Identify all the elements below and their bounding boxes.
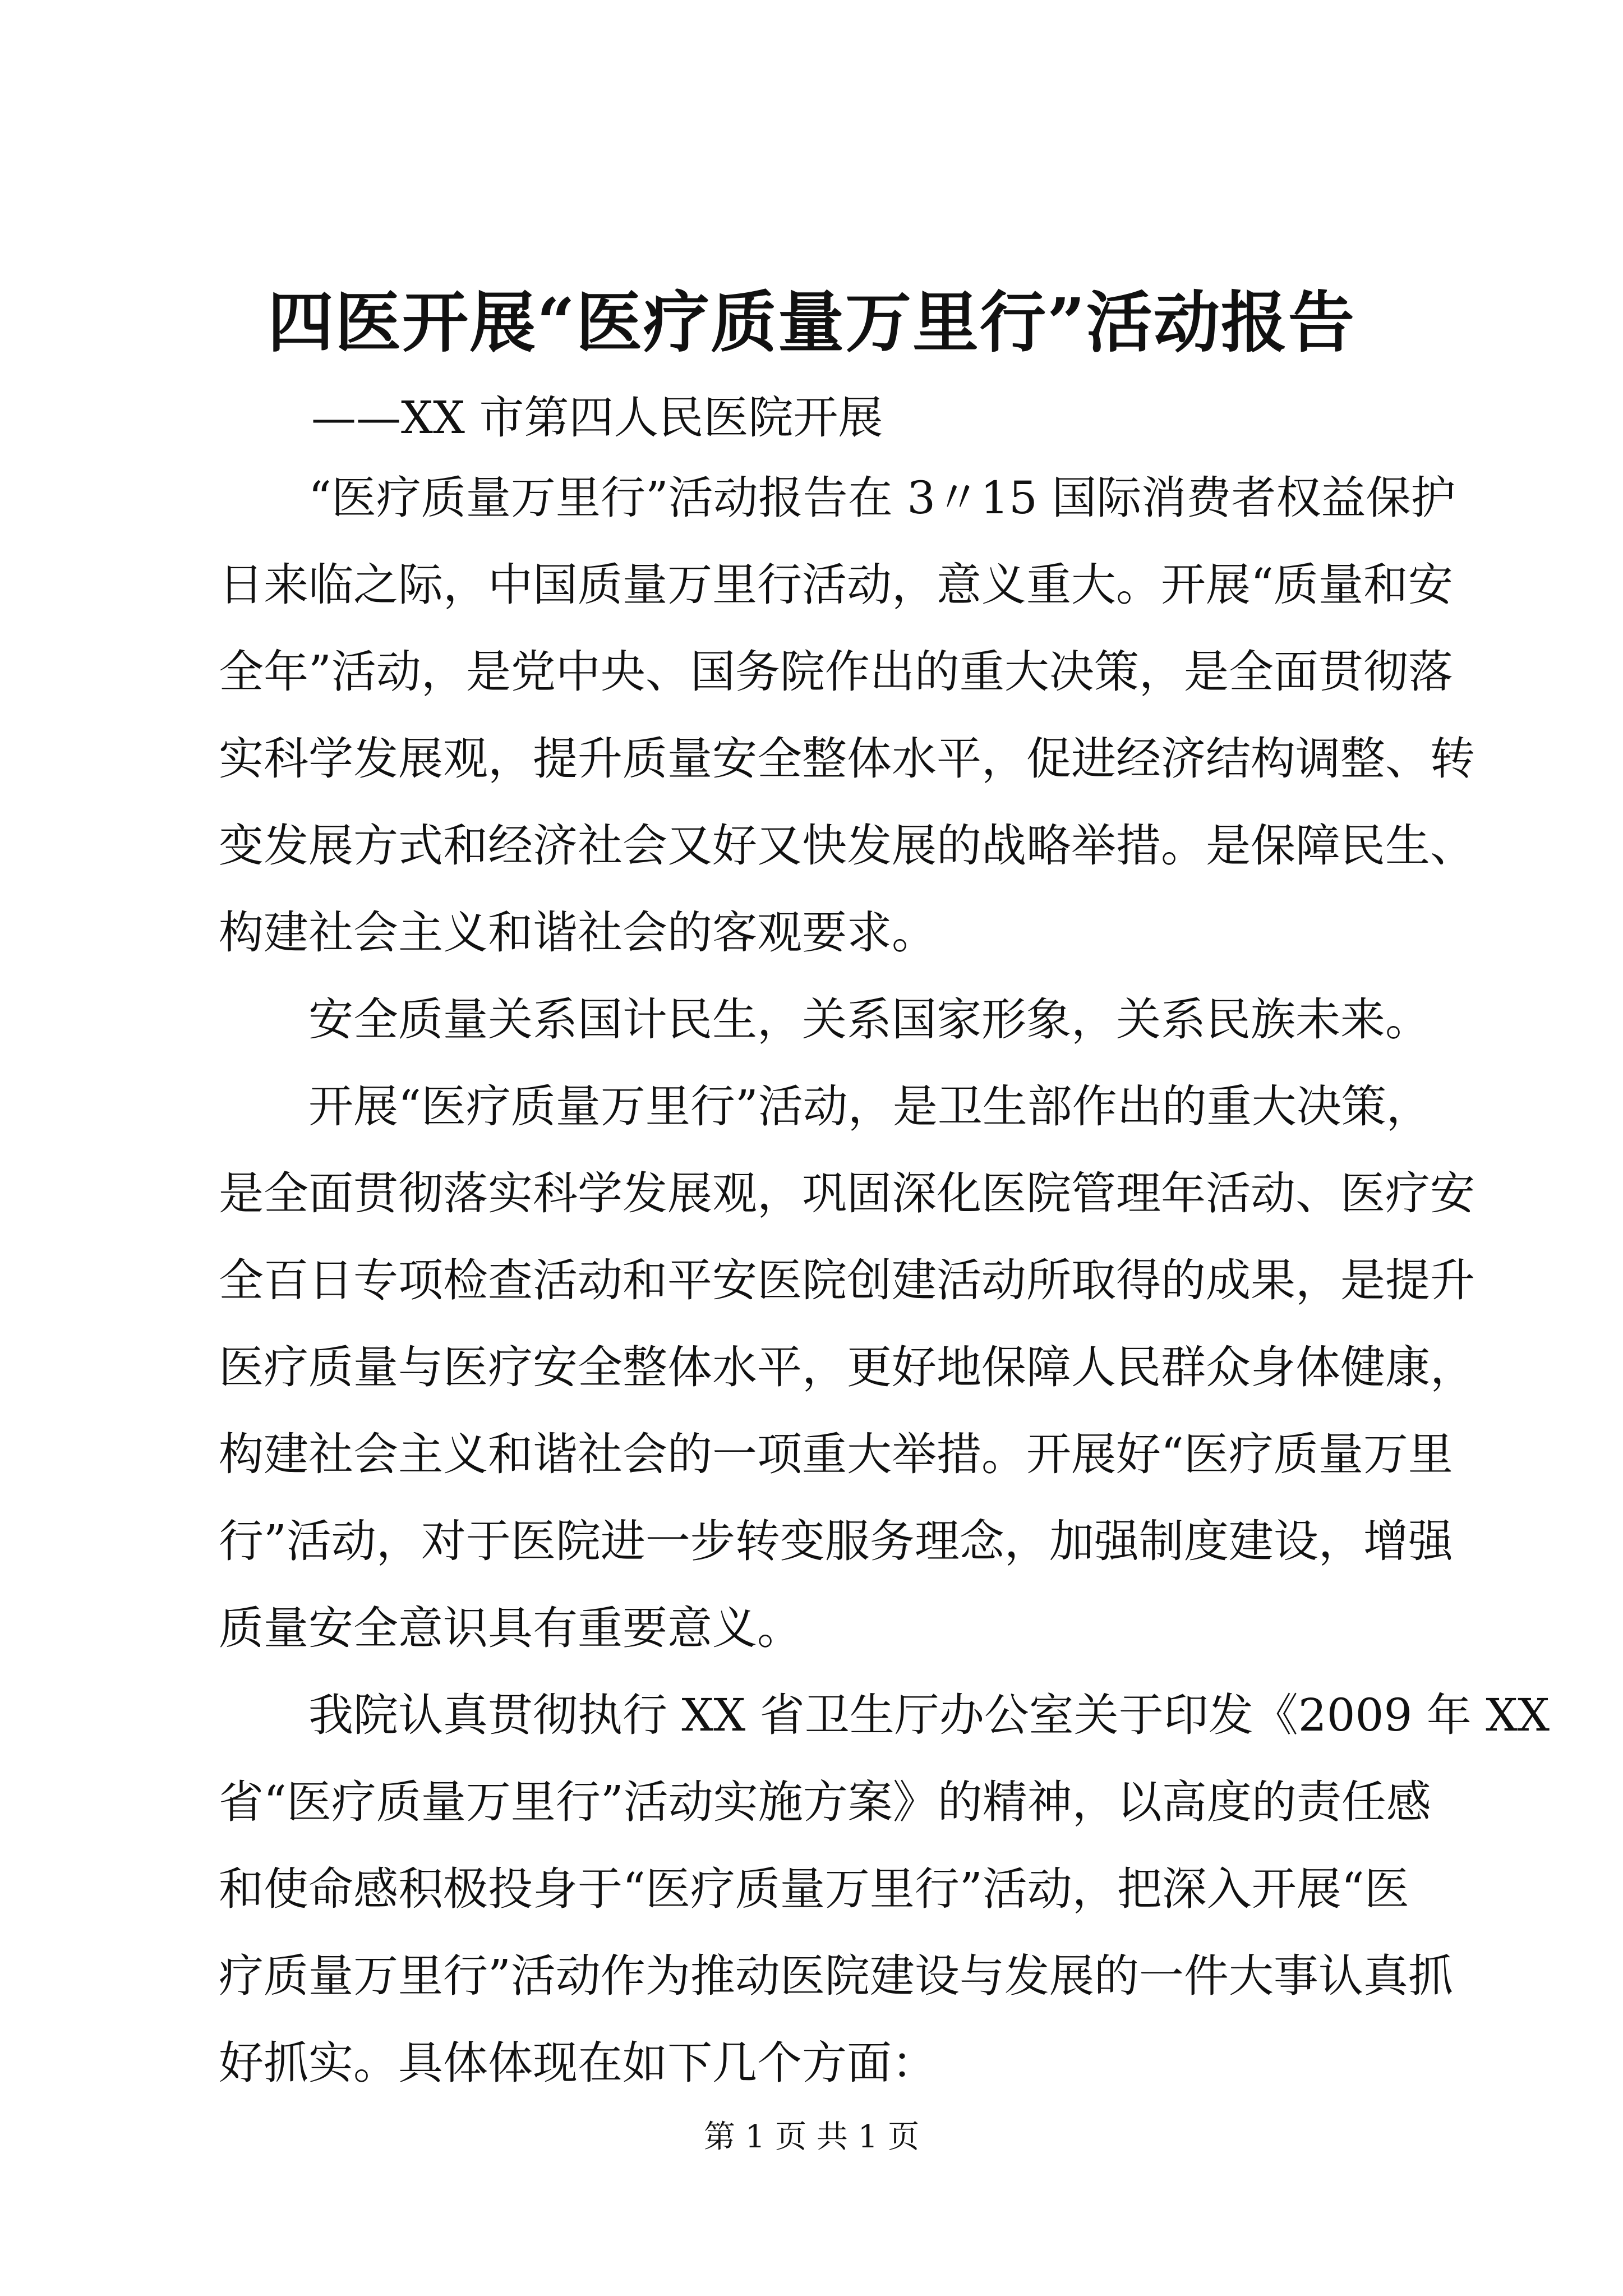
paragraph-line: 构建社会主义和谐社会的一项重大举措。开展好“医疗质量万里 xyxy=(219,1428,1453,1480)
paragraph xyxy=(219,454,1475,976)
paragraph-line: 全百日专项检查活动和平安医院创建活动所取得的成果，是提升 xyxy=(219,1254,1475,1306)
paragraph-line: 省“医疗质量万里行”活动实施方案》的精神，以高度的责任感 xyxy=(219,1776,1431,1828)
paragraph-line: 是全面贯彻落实科学发展观，巩固深化医院管理年活动、医疗安 xyxy=(219,1167,1475,1220)
paragraph-line: 行”活动，对于医院进一步转变服务理念，加强制度建设，增强 xyxy=(219,1515,1453,1567)
paragraph-line: 构建社会主义和谐社会的客观要求。 xyxy=(219,907,937,959)
paragraph-line: 全年”活动，是党中央、国务院作出的重大决策，是全面贯彻落 xyxy=(219,646,1453,698)
paragraph xyxy=(219,1063,1475,1672)
paragraph xyxy=(219,976,1430,1063)
paragraph-line: 我院认真贯彻执行 XX 省卫生厅办公室关于印发《2009 年 XX xyxy=(308,1689,1550,1741)
paragraph-line: 实科学发展观，提升质量安全整体水平，促进经济结构调整、转 xyxy=(219,733,1475,785)
page-footer: 第 1 页 共 1 页 xyxy=(703,2119,920,2155)
paragraph-line: 医疗质量与医疗安全整体水平，更好地保障人民群众身体健康， xyxy=(219,1341,1475,1393)
paragraph-line: 好抓实。具体体现在如下几个方面： xyxy=(219,2037,937,2089)
paragraph-line: “医疗质量万里行”活动报告在 3〃15 国际消费者权益保护 xyxy=(308,472,1456,524)
paragraph-line: 和使命感积极投身于“医疗质量万里行”活动，把深入开展“医 xyxy=(219,1863,1409,1915)
document-body xyxy=(219,454,1550,2106)
paragraph xyxy=(219,1672,1550,2106)
paragraph-line: 安全质量关系国计民生，关系国家形象，关系民族未来。 xyxy=(308,993,1430,1046)
paragraph-line: 变发展方式和经济社会又好又快发展的战略举措。是保障民生、 xyxy=(219,820,1475,872)
paragraph-line: 日来临之际，中国质量万里行活动，意义重大。开展“质量和安 xyxy=(219,559,1453,611)
document-subtitle: ——XX 市第四人民医院开展 xyxy=(311,392,883,444)
paragraph-line: 疗质量万里行”活动作为推动医院建设与发展的一件大事认真抓 xyxy=(219,1950,1453,2002)
paragraph-line: 开展“医疗质量万里行”活动，是卫生部作出的重大决策， xyxy=(308,1080,1431,1133)
document-title: 四医开展“医疗质量万里行”活动报告 xyxy=(268,283,1355,361)
paragraph-line: 质量安全意识具有重要意义。 xyxy=(219,1602,802,1654)
